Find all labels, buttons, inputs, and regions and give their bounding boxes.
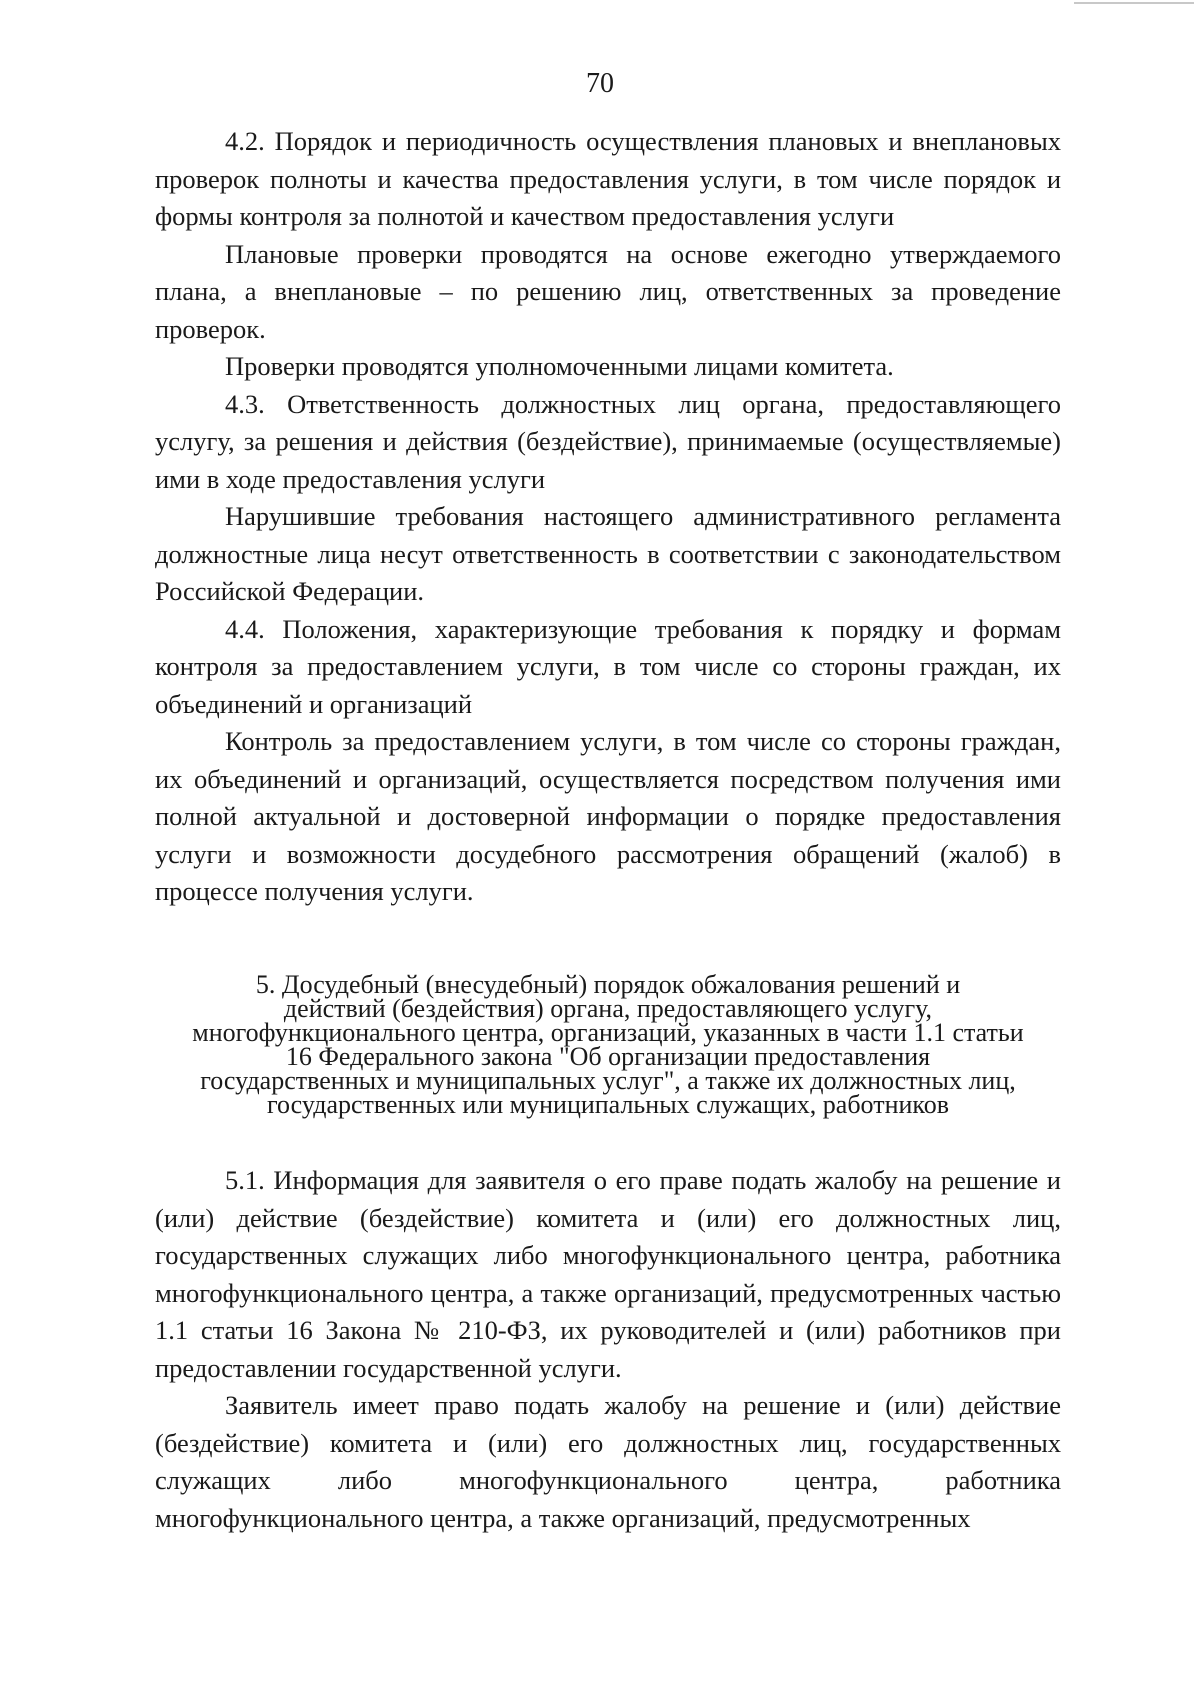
scan-edge-mark	[1074, 2, 1194, 4]
clause-5-1-heading: 5.1. Информация для заявителя о его праве подать жалобу на решение и (или) действие (бездействие) комитета и (или) его должностных лиц, государственных служащих либо многофункционального центра, работника многофункционального центра, а также организаций, предусмотренных частью 1.1 статьи 16 Закона № 210-ФЗ, их руководителей и (или) работников при предоставлении государственной услуги.	[155, 1165, 1061, 1383]
clause-4-2-heading: 4.2. Порядок и периодичность осуществления плановых и внеплановых проверок полноты и качества предоставления услуги, в том числе порядок и формы контроля за полнотой и качеством предоставления услуги	[155, 126, 1061, 231]
clause-4-3-heading: 4.3. Ответственность должностных лиц органа, предоставляющего услугу, за решения и действия (бездействие), принимаемые (осуществляемые) ими в ходе предоставления услуги	[155, 388, 1061, 494]
section-5-text	[155, 1162, 1061, 1537]
heading-line: государственных и муниципальных услуг", а также их должностных лиц,	[200, 1066, 1016, 1095]
heading-line: многофункционального центра, организаций, указанных в части 1.1 статьи	[192, 1018, 1024, 1047]
paragraph: Плановые проверки проводятся на основе ежегодно утверждаемого плана, а внеплановые – по решению лиц, ответственных за проведение проверок.	[155, 238, 1061, 344]
section-5-heading	[150, 970, 1066, 1119]
heading-line: 5. Досудебный (внесудебный) порядок обжалования решений и	[255, 970, 961, 999]
section-4-text	[155, 123, 1061, 911]
page-number: 70	[586, 68, 614, 99]
paragraph: Нарушившие требования настоящего административного регламента должностные лица несут ответственность в соответствии с законодательством Российской Федерации.	[155, 501, 1061, 606]
clause-4-4-heading: 4.4. Положения, характеризующие требования к порядку и формам контроля за предоставлением услуги, в том числе со стороны граждан, их объединений и организаций	[155, 613, 1061, 719]
paragraph: Проверки проводятся уполномоченными лицами комитета.	[225, 351, 894, 381]
heading-line: 16 Федерального закона "Об организации предоставления	[285, 1042, 931, 1071]
paragraph: Контроль за предоставлением услуги, в том числе со стороны граждан, их объединений и организаций, осуществляется посредством получения ими полной актуальной и достоверной информации о порядке предоставления услуги и возможности досудебного рассмотрения обращений (жалоб) в процессе получения услуги.	[155, 726, 1061, 906]
paragraph: Заявитель имеет право подать жалобу на решение и (или) действие (бездействие) комитета и (или) его должностных лиц, государственных служащих либо многофункционального центра, работника многофункционального центра, а также организаций, предусмотренных	[155, 1390, 1061, 1533]
heading-line: действий (бездействия) органа, предоставляющего услугу,	[283, 994, 933, 1023]
heading-line: государственных или муниципальных служащих, работников	[267, 1090, 949, 1119]
